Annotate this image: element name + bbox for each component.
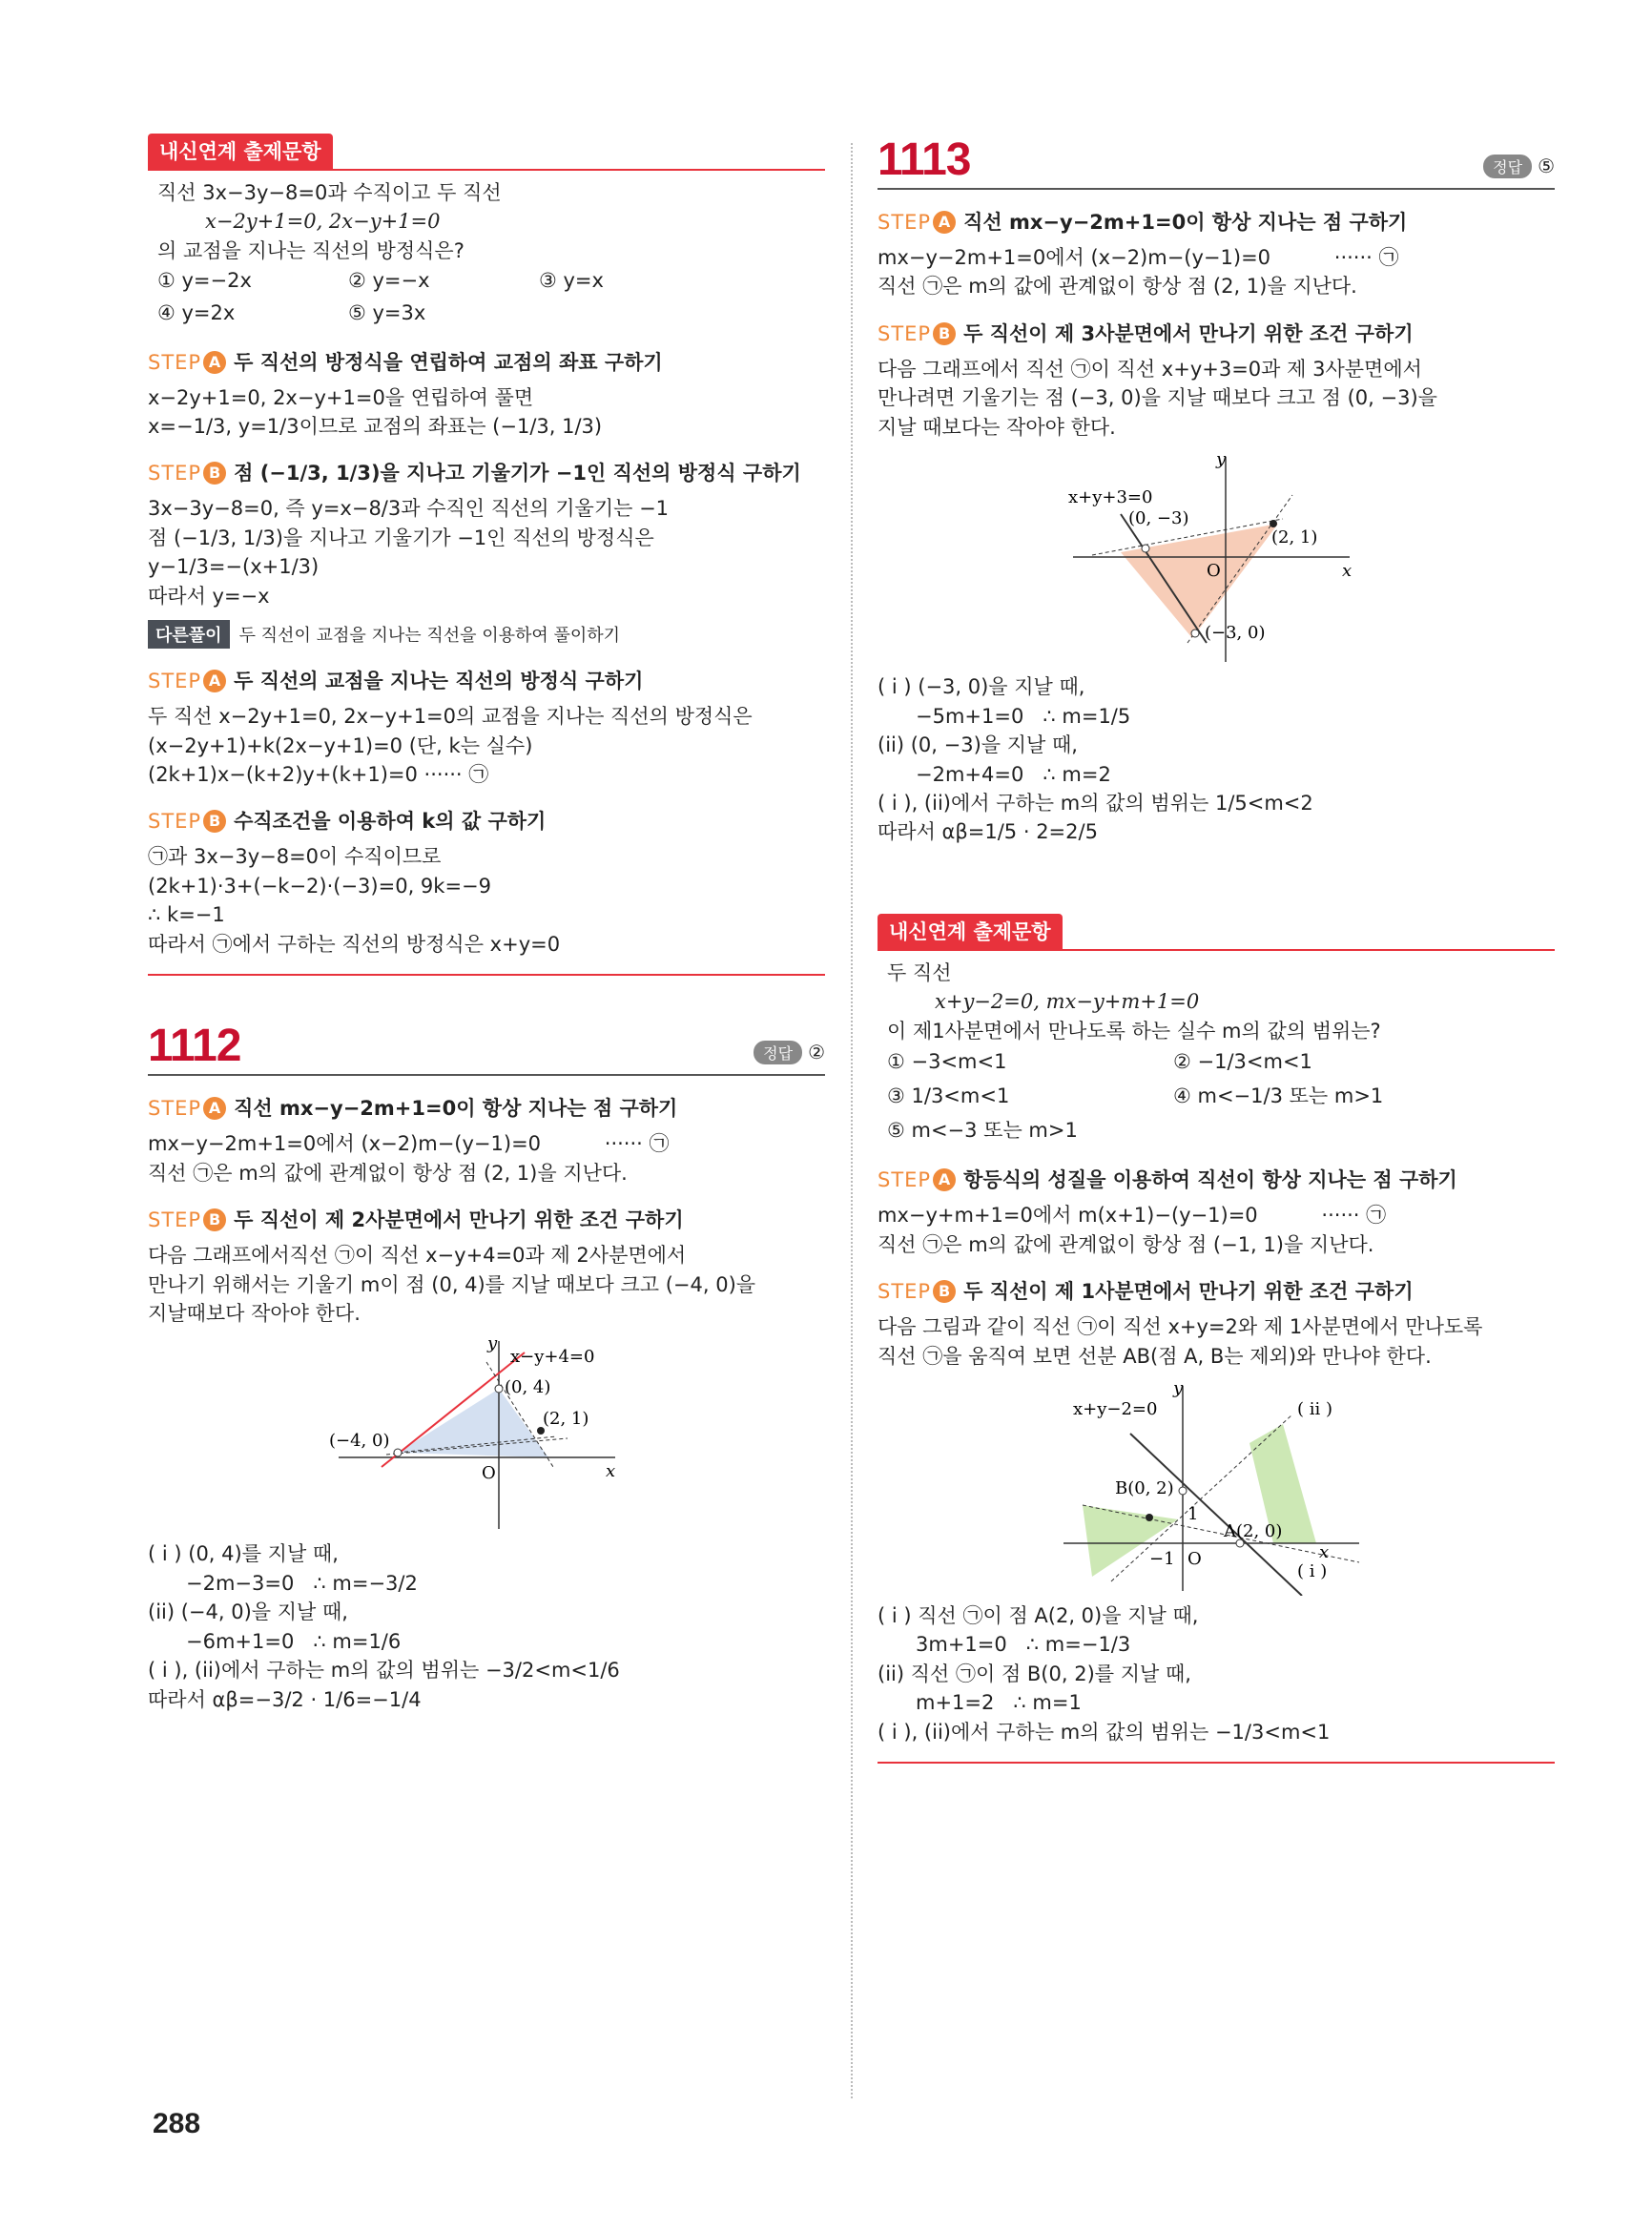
step-title: 두 직선이 제 1사분면에서 만나기 위한 조건 구하기 [963, 1280, 1414, 1304]
step-title: 두 직선의 교점을 지나는 직선의 방정식 구하기 [234, 670, 644, 693]
step-letter: A [933, 211, 956, 234]
step-a-heading [878, 207, 1555, 236]
case-line: −5m+1=0 ∴ m=1/5 [916, 704, 1131, 728]
point-neg3-0 [1191, 630, 1199, 637]
step-a-heading [148, 347, 825, 376]
x-label: x [1319, 1541, 1330, 1562]
step-letter: A [203, 351, 226, 374]
choice: ⑤ y=3x [348, 300, 426, 324]
step-letter: B [933, 1280, 956, 1303]
case-line: −2m+4=0 ∴ m=2 [916, 762, 1111, 786]
case-line: (ii) (−4, 0)을 지날 때, [148, 1600, 348, 1624]
point-label: B(0, 2) [1115, 1477, 1174, 1498]
y-label: y [1173, 1377, 1184, 1398]
problem-header-1113 [878, 134, 1555, 190]
step-label: STEP [148, 350, 202, 374]
line-label: x−y+4=0 [510, 1347, 595, 1368]
point-label: (0, 4) [505, 1377, 551, 1398]
case-label: ( ii ) [1297, 1398, 1333, 1419]
point-neg4-0 [394, 1449, 402, 1456]
choice: ① y=−2x [157, 269, 252, 293]
x-label: x [1342, 561, 1353, 582]
case-line: −2m−3=0 ∴ m=−3/2 [186, 1571, 418, 1595]
alt-label: 다른풀이 [148, 620, 230, 649]
answer-value: ⑤ [1538, 155, 1555, 177]
case-line: ( i ) (−3, 0)을 지날 때, [878, 675, 1085, 699]
point-label: (2, 1) [1271, 527, 1318, 548]
case-line: (ii) (0, −3)을 지날 때, [878, 733, 1078, 757]
step-label: STEP [148, 810, 202, 834]
step-label: STEP [878, 321, 932, 345]
step-label: STEP [878, 1168, 932, 1192]
x-label: x [606, 1461, 616, 1482]
choice: ④ m<−1/3 또는 m>1 [1173, 1084, 1384, 1107]
solution-line: mx−y+m+1=0에서 m(x+1)−(y−1)=0 ······ ㉠ [878, 1204, 1387, 1228]
step-title: 점 (−1/3, 1/3)을 지나고 기울기가 −1인 직선의 방정식 구하기 [234, 462, 801, 485]
origin-label: O [1187, 1548, 1202, 1569]
step-label: STEP [148, 670, 202, 693]
step-title: 두 직선의 방정식을 연립하여 교점의 좌표 구하기 [234, 350, 663, 374]
step-label: STEP [148, 462, 202, 485]
step-letter: B [933, 322, 956, 345]
point-neg1-1 [1146, 1514, 1153, 1521]
solution-line: 따라서 ㉠에서 구하는 직선의 방정식은 x+y=0 [148, 932, 561, 956]
line-label: x+y+3=0 [1068, 487, 1153, 508]
choices [878, 1045, 1555, 1147]
tick-label: 1 [1187, 1503, 1199, 1524]
point-label: (−4, 0) [329, 1431, 390, 1452]
problem-line: 이 제1사분면에서 만나도록 하는 실수 m의 값의 범위는? [887, 1019, 1381, 1043]
problem-line: 두 직선 [887, 960, 952, 984]
tag-row [878, 914, 1555, 951]
choice: ③ 1/3<m<1 [887, 1084, 1010, 1107]
solution-line: ∴ k=−1 [148, 903, 225, 927]
step-letter: B [203, 810, 226, 833]
solution-line: x−2y+1=0, 2x−y+1=0을 연립하여 풀면 [148, 385, 534, 409]
solution-line: (2k+1)x−(k+2)y+(k+1)=0 ······ ㉠ [148, 763, 489, 786]
case-line: m+1=2 ∴ m=1 [916, 1691, 1082, 1715]
step-a-heading [878, 1165, 1555, 1193]
case-line: ( i ) 직선 ㉠이 점 A(2, 0)을 지날 때, [878, 1603, 1199, 1627]
case-label: ( i ) [1297, 1560, 1328, 1581]
solution-line: x=−1/3, y=1/3이므로 교점의 좌표는 (−1/3, 1/3) [148, 414, 603, 438]
step-b-heading [148, 458, 825, 486]
point-label: (0, −3) [1128, 508, 1189, 529]
region-fill [1121, 524, 1278, 638]
choice: ⑤ m<−3 또는 m>1 [887, 1118, 1078, 1142]
answer-label: 정답 [1483, 155, 1532, 178]
section-tag: 내신연계 출제문항 [878, 914, 1063, 949]
solution-line: 다음 그래프에서직선 ㉠이 직선 x−y+4=0과 제 2사분면에서 [148, 1244, 687, 1268]
point-label: (2, 1) [543, 1409, 589, 1430]
answer-label: 정답 [754, 1041, 802, 1064]
alt-step-b-heading [148, 806, 825, 835]
case-line: ( i ), (ii)에서 구하는 m의 값의 범위는 −1/3<m<1 [878, 1720, 1331, 1744]
solution-line: mx−y−2m+1=0에서 (x−2)m−(y−1)=0 ······ ㉠ [878, 246, 1399, 269]
choice: ④ y=2x [157, 300, 236, 324]
choice: ② −1/3<m<1 [1173, 1050, 1312, 1074]
solution-line: 다음 그림과 같이 직선 ㉠이 직선 x+y=2와 제 1사분면에서 만나도록 [878, 1315, 1483, 1339]
step-label: STEP [878, 211, 932, 234]
step-b-heading [878, 319, 1555, 347]
choices [148, 265, 825, 329]
step-letter: B [203, 462, 226, 485]
choice: ① −3<m<1 [887, 1050, 1007, 1074]
tag-row [148, 134, 825, 171]
section-rule [878, 1762, 1555, 1764]
origin-label: O [1207, 561, 1221, 582]
problem-header-1112 [148, 1020, 825, 1076]
step-letter: B [203, 1208, 226, 1231]
solution-line: 두 직선 x−2y+1=0, 2x−y+1=0의 교점을 지나는 직선의 방정식은 [148, 705, 753, 729]
tick-label: −1 [1149, 1548, 1175, 1569]
case-line: 3m+1=0 ∴ m=−1/3 [916, 1633, 1131, 1657]
case-line: ( i ) (0, 4)를 지날 때, [148, 1542, 339, 1566]
problem-number: 1113 [878, 134, 971, 185]
right-column [878, 134, 1555, 1764]
step-title: 두 직선이 제 2사분면에서 만나기 위한 조건 구하기 [234, 1208, 684, 1232]
step-letter: A [203, 670, 226, 692]
point-label: A(2, 0) [1224, 1520, 1283, 1541]
graph-first-quadrant [1054, 1376, 1378, 1596]
step-title: 직선 mx−y−2m+1=0이 항상 지나는 점 구하기 [963, 211, 1408, 234]
solution-line: mx−y−2m+1=0에서 (x−2)m−(y−1)=0 ······ ㉠ [148, 1132, 670, 1156]
solution-line: 만나기 위해서는 기울기 m이 점 (0, 4)를 지날 때보다 크고 (−4, 0)을 [148, 1272, 756, 1296]
choice: ② y=−x [348, 269, 430, 293]
origin-label: O [482, 1463, 496, 1484]
solution-line: (x−2y+1)+k(2x−y+1)=0 (단, k는 실수) [148, 733, 533, 757]
choice: ③ y=x [539, 269, 604, 293]
case-line: 따라서 αβ=1/5 · 2=2/5 [878, 820, 1098, 844]
section-rule [148, 974, 825, 976]
solution-line: 직선 ㉠은 m의 값에 관계없이 항상 점 (2, 1)을 지난다. [878, 275, 1357, 299]
y-label: y [1216, 449, 1227, 470]
solution-line: 지날때보다 작아야 한다. [148, 1301, 361, 1325]
solution-line: 점 (−1/3, 1/3)을 지나고 기울기가 −1인 직선의 방정식은 [148, 526, 654, 549]
alt-solution-row [148, 620, 825, 649]
step-b-heading [148, 1205, 825, 1233]
alt-step-a-heading [148, 666, 825, 694]
step-b-heading [878, 1276, 1555, 1305]
solution-line: 직선 ㉠은 m의 값에 관계없이 항상 점 (−1, 1)을 지난다. [878, 1232, 1374, 1256]
problem-number: 1112 [148, 1021, 241, 1072]
problem-line: 의 교점을 지나는 직선의 방정식은? [157, 238, 465, 262]
step-label: STEP [148, 1097, 202, 1121]
step-title: 직선 mx−y−2m+1=0이 항상 지나는 점 구하기 [234, 1097, 678, 1121]
section-tag: 내신연계 출제문항 [148, 134, 333, 169]
step-a-heading [148, 1093, 825, 1122]
problem-line: x+y−2=0, mx−y+m+1=0 [935, 990, 1200, 1014]
solution-line: ㉠과 3x−3y−8=0이 수직이므로 [148, 845, 442, 869]
case-line: −6m+1=0 ∴ m=1/6 [186, 1629, 402, 1653]
line-label: x+y−2=0 [1073, 1398, 1158, 1419]
step-title: 수직조건을 이용하여 k의 값 구하기 [234, 810, 547, 834]
step-title: 항등식의 성질을 이용하여 직선이 항상 지나는 점 구하기 [963, 1168, 1457, 1192]
solution-line: y−1/3=−(x+1/3) [148, 555, 320, 579]
graph-1112 [329, 1333, 644, 1534]
y-label: y [487, 1333, 498, 1354]
solution-line: 따라서 y=−x [148, 584, 270, 608]
point-2-1 [1270, 520, 1277, 527]
step-letter: A [933, 1168, 956, 1191]
answer-value: ② [808, 1041, 825, 1064]
problem-line: 직선 3x−3y−8=0과 수직이고 두 직선 [157, 181, 502, 204]
case-line: ( i ), (ii)에서 구하는 m의 값의 범위는 −3/2<m<1/6 [148, 1659, 620, 1683]
solution-line: 직선 ㉠은 m의 값에 관계없이 항상 점 (2, 1)을 지난다. [148, 1161, 628, 1185]
point-B [1179, 1487, 1187, 1495]
solution-line: 만나려면 기울기는 점 (−3, 0)을 지날 때보다 크고 점 (0, −3)을 [878, 386, 1437, 410]
point-0-4 [495, 1385, 503, 1393]
step-label: STEP [878, 1280, 932, 1304]
column-divider [851, 143, 853, 2098]
case-line: 따라서 αβ=−3/2 · 1/6=−1/4 [148, 1687, 422, 1711]
answer-badge [754, 1041, 825, 1064]
problem-line: x−2y+1=0, 2x−y+1=0 [205, 210, 441, 234]
graph-1113 [1063, 447, 1369, 667]
solution-line: 지날 때보다는 작아야 한다. [878, 415, 1116, 439]
page-number: 288 [153, 2108, 201, 2139]
step-letter: A [203, 1097, 226, 1120]
solution-line: 다음 그래프에서 직선 ㉠이 직선 x+y+3=0과 제 3사분면에서 [878, 357, 1422, 381]
step-title: 두 직선이 제 3사분면에서 만나기 위한 조건 구하기 [963, 321, 1414, 345]
solution-line: 직선 ㉠을 움직여 보면 선분 AB(점 A, B는 제외)와 만나야 한다. [878, 1344, 1432, 1368]
case-line: (ii) 직선 ㉠이 점 B(0, 2)를 지날 때, [878, 1662, 1191, 1685]
point-label: (−3, 0) [1205, 623, 1266, 644]
left-column [148, 134, 825, 1714]
solution-line: 3x−3y−8=0, 즉 y=x−8/3과 수직인 직선의 기울기는 −1 [148, 497, 670, 521]
case-line: ( i ), (ii)에서 구하는 m의 값의 범위는 1/5<m<2 [878, 791, 1313, 815]
step-label: STEP [148, 1208, 202, 1232]
solution-line: (2k+1)·3+(−k−2)·(−3)=0, 9k=−9 [148, 874, 491, 898]
answer-badge [1483, 155, 1555, 178]
point-0-neg3 [1142, 545, 1149, 552]
alt-text: 두 직선이 교점을 지나는 직선을 이용하여 풀이하기 [238, 626, 621, 647]
